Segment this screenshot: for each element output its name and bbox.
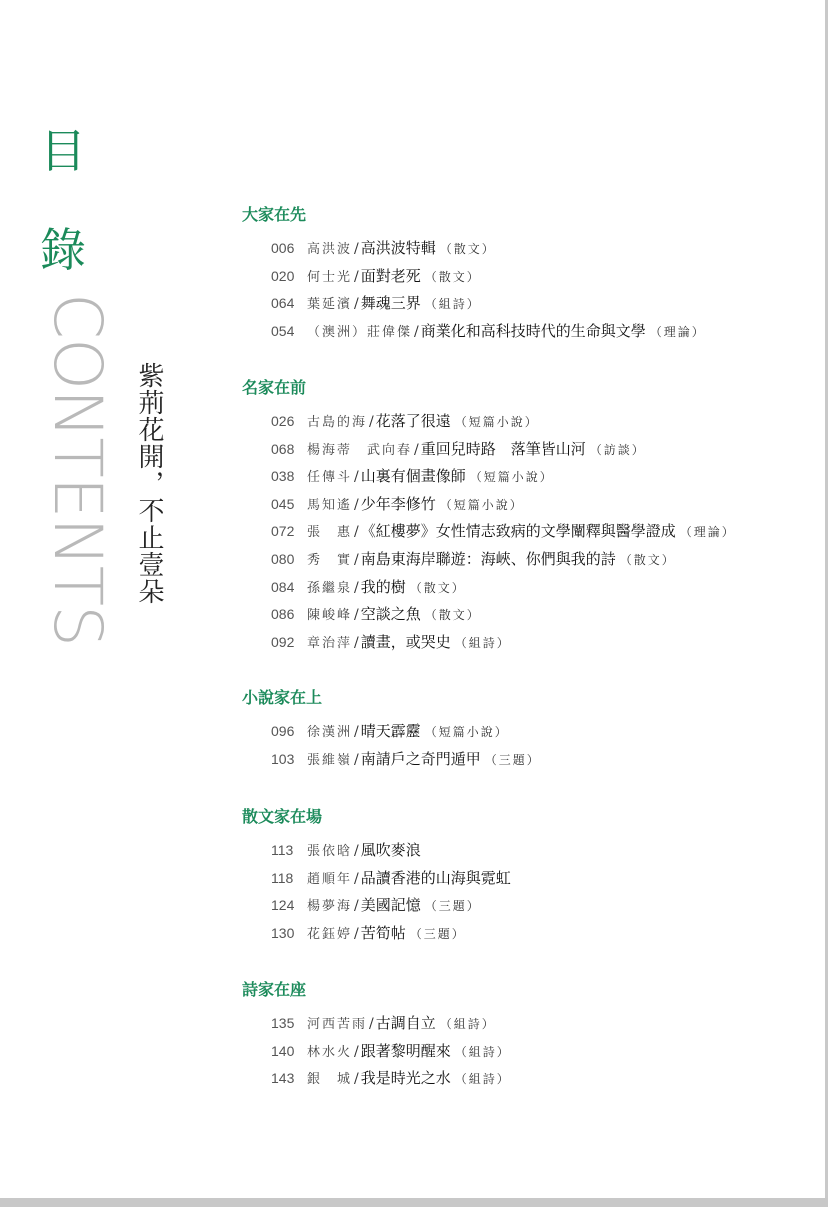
article-title: 跟著黎明醒來 <box>360 1041 451 1060</box>
toc-entry[interactable] <box>271 438 646 460</box>
genre-tag: （短篇小說） <box>454 415 539 429</box>
separator: / <box>369 1016 374 1032</box>
genre-tag: （訪談） <box>589 442 646 457</box>
author-name: 張維嶺 <box>307 752 353 768</box>
toc-entry[interactable] <box>271 894 481 916</box>
separator: / <box>354 634 359 651</box>
author-name: 徐漢洲 <box>307 725 353 740</box>
toc-entry[interactable] <box>271 720 509 742</box>
author-name: 何士光 <box>307 269 353 285</box>
article-title: 花落了很遠 <box>375 412 451 430</box>
genre-tag: （組詩） <box>439 1017 496 1031</box>
separator: / <box>414 441 419 458</box>
separator: / <box>354 898 359 915</box>
article-title: 我的樹 <box>360 577 406 596</box>
genre-tag: （散文） <box>424 608 481 623</box>
genre-tag: （三題） <box>484 752 541 767</box>
contents-vertical-word: CONTENTS <box>39 293 116 647</box>
page-number: 072 <box>271 523 295 540</box>
section-title: 名家在前 <box>242 378 307 397</box>
section-title: 詩家在座 <box>242 980 307 999</box>
toc-entry[interactable] <box>271 320 706 342</box>
genre-tag: （組詩） <box>454 1072 511 1087</box>
page-number: 124 <box>271 897 295 914</box>
separator: / <box>354 1043 359 1060</box>
page-number: 006 <box>271 240 295 256</box>
article-title: 我是時光之水 <box>360 1069 451 1088</box>
heading-char-mu: 目 <box>40 124 86 178</box>
article-title: 山裏有個畫像師 <box>360 467 466 486</box>
toc-entry[interactable] <box>271 748 541 770</box>
genre-tag: （散文） <box>439 242 496 256</box>
page-number: 092 <box>271 633 295 650</box>
article-title: 空談之魚 <box>360 605 421 624</box>
section-title: 小說家在上 <box>242 688 323 707</box>
author-name: 銀 城 <box>307 1072 353 1088</box>
article-title: 商業化和高科技時代的生命與文學 <box>420 321 646 340</box>
heading-char-lu: 錄 <box>40 223 86 277</box>
page-number: 103 <box>271 750 295 767</box>
genre-tag: （組詩） <box>454 635 511 650</box>
section-title: 大家在先 <box>242 205 307 224</box>
article-title: 晴天霹靂 <box>360 722 421 740</box>
separator: / <box>354 925 359 942</box>
separator: / <box>354 607 359 624</box>
toc-entry[interactable] <box>271 1040 511 1062</box>
page-number: 045 <box>271 495 295 512</box>
page-number: 020 <box>271 267 295 284</box>
separator: / <box>354 1071 359 1088</box>
genre-tag: （理論） <box>649 324 706 339</box>
genre-tag: （散文） <box>409 580 466 595</box>
genre-tag: （短篇小說） <box>439 497 524 512</box>
page-number: 135 <box>271 1015 295 1031</box>
section-title: 散文家在場 <box>242 807 323 826</box>
author-name: 張 惠 <box>307 525 353 541</box>
author-name: 秀 實 <box>307 553 353 568</box>
page-number: 026 <box>271 413 295 429</box>
genre-tag: （三題） <box>409 926 466 941</box>
genre-tag: （組詩） <box>424 297 481 312</box>
toc-entry[interactable] <box>271 603 481 625</box>
separator: / <box>354 469 359 486</box>
separator: / <box>354 870 359 887</box>
article-title: 高洪波特輯 <box>360 239 436 257</box>
page-number: 064 <box>271 295 295 312</box>
page-number: 068 <box>271 440 295 457</box>
issue-subtitle: 紫荊花開，不止壹朵 <box>134 362 164 605</box>
author-name: 孫繼泉 <box>307 580 353 596</box>
toc-entry[interactable] <box>271 922 466 944</box>
page-number: 143 <box>271 1070 295 1087</box>
toc-entry[interactable] <box>271 1067 511 1089</box>
article-title: 少年李修竹 <box>360 494 436 513</box>
separator: / <box>354 268 359 285</box>
toc-entry[interactable] <box>271 839 421 861</box>
author-name: 章治萍 <box>307 635 353 651</box>
article-title: 美國記憶 <box>360 896 421 915</box>
author-name: 林水火 <box>307 1044 353 1060</box>
toc-entry[interactable] <box>271 265 481 287</box>
page-number: 080 <box>271 551 295 567</box>
author-name: 楊夢海 <box>307 899 353 915</box>
separator: / <box>354 751 359 768</box>
article-title: 苦筍帖 <box>360 923 406 942</box>
toc-entry[interactable] <box>271 520 736 542</box>
author-name: 任傳斗 <box>307 470 353 486</box>
toc-entry[interactable] <box>271 465 554 487</box>
article-title: 品讀香港的山海與霓虹 <box>360 868 511 887</box>
separator: / <box>354 724 359 740</box>
author-name: 馬知遙 <box>307 497 353 513</box>
page-number: 118 <box>271 869 294 886</box>
article-title: 南島東海岸聯遊：海峽、你們與我的詩 <box>360 550 616 568</box>
separator: / <box>414 323 419 340</box>
author-name: 河西苦雨 <box>307 1017 368 1032</box>
page-number: 086 <box>271 606 295 623</box>
toc-entry[interactable] <box>271 410 539 432</box>
author-name: 葉延濱 <box>307 297 353 313</box>
genre-tag: （短篇小說） <box>424 725 509 739</box>
page-edge-bottom <box>0 1198 828 1207</box>
article-title: 重回兒時路 落筆皆山河 <box>420 439 586 458</box>
separator: / <box>354 524 359 541</box>
genre-tag: （組詩） <box>454 1044 511 1059</box>
author-name: 高洪波 <box>307 242 353 257</box>
separator: / <box>354 296 359 313</box>
page-number: 054 <box>271 322 295 339</box>
toc-entry[interactable] <box>271 867 511 889</box>
article-title: 舞魂三界 <box>360 294 421 313</box>
toc-entry[interactable] <box>271 237 496 259</box>
author-name: 花鈺婷 <box>307 926 353 942</box>
genre-tag: （散文） <box>424 269 481 284</box>
separator: / <box>354 843 359 859</box>
genre-tag: （散文） <box>619 553 676 567</box>
toc-entry[interactable] <box>271 493 524 515</box>
genre-tag: （短篇小說） <box>469 470 554 485</box>
author-name: （澳洲）莊偉傑 <box>307 324 413 340</box>
page-number: 096 <box>271 723 295 739</box>
separator: / <box>354 552 359 568</box>
author-name: 古島的海 <box>307 415 368 430</box>
author-name: 張依晗 <box>307 844 353 859</box>
page-number: 130 <box>271 924 295 941</box>
author-name: 楊海蒂 武向春 <box>307 442 413 458</box>
separator: / <box>369 414 374 430</box>
page-number: 038 <box>271 468 295 485</box>
article-title: 風吹麥浪 <box>360 841 421 859</box>
toc-entry[interactable] <box>271 631 511 653</box>
separator: / <box>354 579 359 596</box>
article-title: 南請戶之奇門遁甲 <box>360 749 481 768</box>
article-title: 古調自立 <box>375 1014 436 1032</box>
page-number: 084 <box>271 578 295 595</box>
author-name: 陳峻峰 <box>307 608 353 624</box>
genre-tag: （理論） <box>679 525 736 540</box>
separator: / <box>354 496 359 513</box>
toc-entry[interactable] <box>271 292 481 314</box>
genre-tag: （三題） <box>424 899 481 914</box>
toc-entry[interactable] <box>271 548 676 570</box>
author-name: 趙順年 <box>307 871 353 887</box>
article-title: 讀畫，或哭史 <box>360 632 451 651</box>
separator: / <box>354 241 359 257</box>
page-number: 113 <box>271 842 294 858</box>
article-title: 面對老死 <box>360 266 421 285</box>
article-title: 《紅樓夢》女性情志致病的文學闡釋與醫學證成 <box>360 522 676 541</box>
toc-entry[interactable] <box>271 1012 496 1034</box>
toc-entry[interactable] <box>271 576 466 598</box>
page-number: 140 <box>271 1042 295 1059</box>
